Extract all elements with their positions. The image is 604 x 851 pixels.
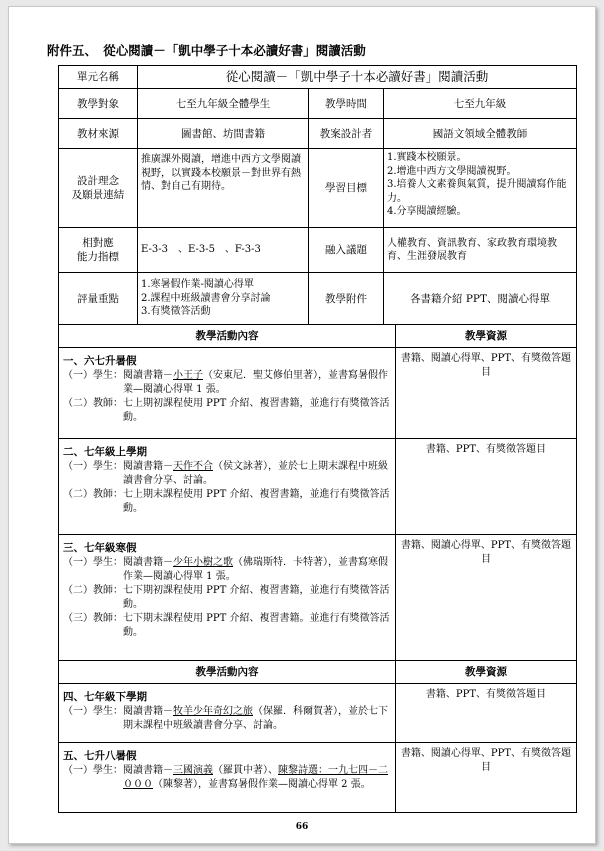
attach-value: 各書籍介紹 PPT、閱讀心得單: [384, 273, 577, 325]
book-title: 三國演義: [173, 765, 213, 776]
goal-item: 3.培養人文素養與氣質，提升閱讀寫作能力。: [387, 179, 567, 204]
eval-item: 3.有獎徵答活動: [141, 306, 211, 318]
lesson-info-table: [58, 65, 577, 325]
activity-section: [59, 535, 396, 661]
activity-table-2: [58, 660, 577, 813]
book-title: 陳黎詩選：一九七四－二０００: [123, 765, 388, 790]
time-label: 教學時間: [309, 89, 384, 119]
goal-label: 學習目標: [309, 149, 384, 228]
section-resource: 書籍、PPT、有獎徵答題目: [396, 439, 577, 535]
unit-label: 單元名稱: [59, 66, 138, 89]
time-value: 七至九年級: [384, 89, 577, 119]
activity-item: （一）學生： 閱讀書籍－少年小樹之歌（佛瑞斯特．卡特著），並書寫寒假作業—閱讀心得單 1 張。: [63, 557, 388, 582]
section-title: 四、七年級下學期: [63, 691, 147, 703]
goal-item: 2.增進中西方文學閱讀視野。: [387, 165, 517, 177]
activity-table-1: [58, 324, 577, 661]
ability-label: 相對應 能力指標: [59, 228, 138, 273]
book-title: 天作不合: [173, 461, 213, 472]
concept-label: 設計理念 及願景連結: [59, 149, 138, 228]
page-number: 66: [295, 822, 309, 832]
goal-item: 1.實踐本校願景。: [387, 152, 467, 163]
section-title: 五、七升八暑假: [63, 750, 137, 762]
issue-value: 人權教育、資訊教育、家政教育環境教育、生涯發展教育: [384, 228, 577, 273]
eval-item: 1.寒暑假作業-閱讀心得單: [141, 279, 254, 291]
section-title: 一、六七升暑假: [63, 355, 137, 367]
attach-label: 教學附件: [309, 273, 384, 325]
eval-label: 評量重點: [59, 273, 138, 325]
concept-value: 推廣課外閱讀，增進中西方文學閱讀視野，以實踐本校願景－對世界有熱情、對自己有期待。: [138, 149, 309, 228]
page-heading: 附件五、 從心閱讀－「凱中學子十本必讀好書」閱讀活動: [47, 43, 366, 58]
activity-item: （一）學生： 閱讀書籍－天作不合（侯文詠著），並於七上期末課程中班級讀書會分享、討論。: [63, 461, 388, 486]
section-title: 三、七年級寒假: [63, 542, 137, 554]
issue-label: 融入議題: [309, 228, 384, 273]
activity-section: [59, 439, 396, 535]
resource-header: 教學資源: [396, 325, 577, 348]
activity-content-header: 教學活動內容: [59, 325, 396, 348]
activity-item: （一）學生： 閱讀書籍－小王子（安東尼．聖艾修伯里著），並書寫暑假作業—閱讀心得單 1 張。: [63, 370, 388, 395]
section-resource: 書籍、閱讀心得單、PPT、有獎徵答題目: [396, 535, 577, 661]
goal-list: [384, 149, 577, 228]
designer-value: 國語文領域全體教師: [384, 119, 577, 149]
section-resource: 書籍、閱讀心得單、PPT、有獎徵答題目: [396, 348, 577, 439]
activity-section: [59, 348, 396, 439]
goal-item: 4.分享閱讀經驗。: [387, 206, 467, 217]
resource-header: 教學資源: [396, 661, 577, 684]
activity-item: （二）教師： 七下期初課程使用 PPT 介紹、複習書籍，並進行有獎徵答活動。: [63, 585, 390, 610]
activity-item: （二）教師： 七上期末課程使用 PPT 介紹、複習書籍，並進行有獎徵答活動。: [63, 489, 390, 514]
unit-value: 從心閱讀－「凱中學子十本必讀好書」閱讀活動: [138, 66, 577, 89]
eval-item: 2.課程中班級讀書會分享討論: [141, 292, 271, 304]
book-title: 牧羊少年奇幻之旅: [173, 706, 253, 717]
document-page: [8, 6, 596, 844]
target-label: 教學對象: [59, 89, 138, 119]
activity-section: [59, 743, 396, 813]
activity-item: （一）學生： 閱讀書籍－三國演義（羅貫中著）、陳黎詩選：一九七四－二０００（陳黎著），並書寫暑假作業—閱讀心得單 2 張。: [63, 765, 388, 790]
section-title: 二、七年級上學期: [63, 446, 147, 458]
source-label: 教材來源: [59, 119, 138, 149]
book-title: 少年小樹之歌: [173, 557, 233, 568]
designer-label: 教案設計者: [309, 119, 384, 149]
activity-item: （三）教師： 七下期末課程使用 PPT 介紹、複習書籍。並進行有獎徵答活動。: [63, 613, 390, 638]
activity-section: [59, 684, 396, 743]
activity-item: （一）學生： 閱讀書籍－牧羊少年奇幻之旅（保羅．科爾賀著），並於七下期末課程中班級讀書會分享、討論。: [63, 706, 388, 731]
section-resource: 書籍、閱讀心得單、PPT、有獎徵答題目: [396, 743, 577, 813]
activity-item: （二）教師： 七上期初課程使用 PPT 介紹、複習書籍，並進行有獎徵答活動。: [63, 398, 390, 423]
ability-value: E-3-3 、E-3-5 、F-3-3: [138, 228, 309, 273]
section-resource: 書籍、PPT、有獎徵答題目: [396, 684, 577, 743]
activity-content-header: 教學活動內容: [59, 661, 396, 684]
target-value: 七至九年級全體學生: [138, 89, 309, 119]
source-value: 圖書館、坊間書籍: [138, 119, 309, 149]
book-title: 小王子: [173, 370, 203, 381]
eval-list: [138, 273, 309, 325]
